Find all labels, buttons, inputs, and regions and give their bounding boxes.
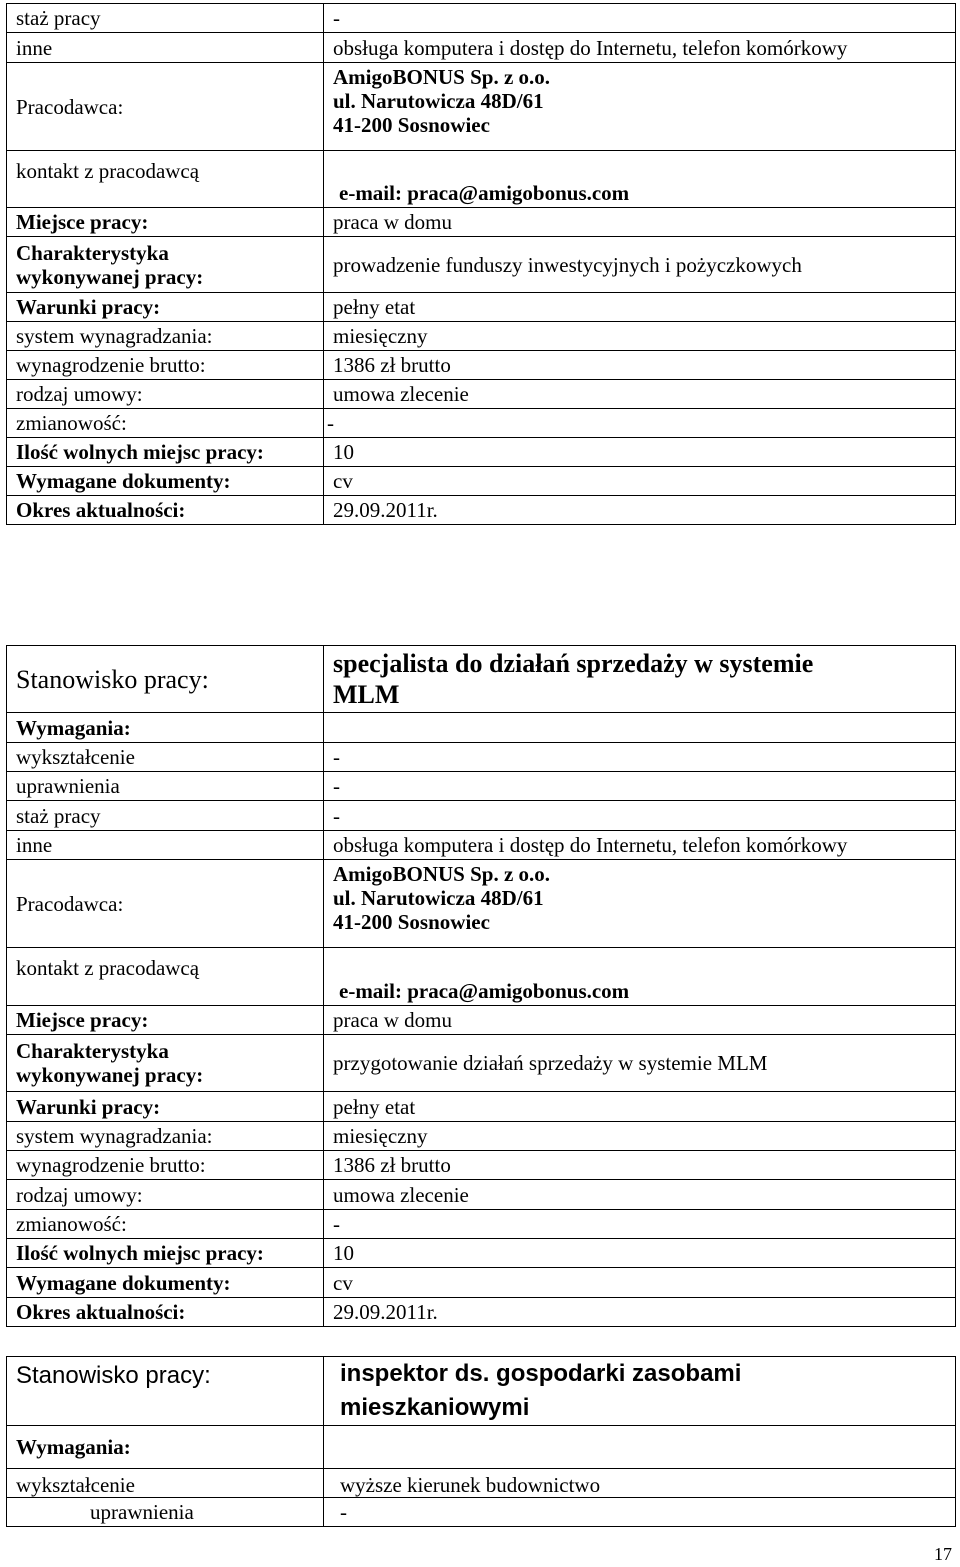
pracodawca-label: Pracodawca: (7, 860, 324, 948)
job-offer-3 (6, 1356, 956, 1527)
employer-street: ul. Narutowicza 48D/61 (333, 89, 544, 113)
uprawnienia-label: uprawnienia (7, 1498, 324, 1527)
staz-label: staż pracy (7, 4, 324, 33)
uprawnienia-value: - (324, 772, 956, 801)
zmianowosc-label: zmianowość: - (7, 409, 324, 438)
employer-address (324, 63, 956, 151)
uprawnienia-label: uprawnienia (7, 772, 324, 801)
employer-name: AmigoBONUS Sp. z o.o. (333, 862, 551, 886)
miejsce-value: praca w domu (324, 1006, 956, 1035)
warunki-value: pełny etat (324, 1092, 956, 1122)
stanowisko-line1: inspektor ds. gospodarki zasobami (340, 1360, 742, 1387)
miejsce-label: Miejsce pracy: (7, 208, 324, 237)
wyksztalcenie-value: wyższe kierunek budownictwo (324, 1469, 956, 1498)
wyksztalcenie-value: - (324, 743, 956, 772)
charakterystyka-label-line2: wykonywanej pracy: (16, 1063, 204, 1087)
wymagania-value (324, 713, 956, 743)
page-number: 17 (934, 1544, 952, 1564)
dokumenty-label: Wymagane dokumenty: (7, 467, 324, 496)
kontakt-label: kontakt z pracodawcą (7, 948, 324, 1006)
wynagrodzenie-value: 1386 zł brutto (324, 1151, 956, 1180)
system-label: system wynagradzania: (7, 322, 324, 351)
stanowisko-value (324, 646, 956, 713)
contact-email (324, 151, 956, 208)
warunki-label: Warunki pracy: (7, 1092, 324, 1122)
rodzaj-value: umowa zlecenie (324, 380, 956, 409)
system-value: miesięczny (324, 322, 956, 351)
zmianowosc-label-text: zmianowość: (16, 411, 127, 435)
zmianowosc-label: zmianowość: (7, 1210, 324, 1239)
job-offer-1-table (6, 3, 956, 525)
zmianowosc-value: - (324, 1210, 956, 1239)
wyksztalcenie-label: wykształcenie (7, 743, 324, 772)
dokumenty-label: Wymagane dokumenty: (7, 1268, 324, 1298)
staz-label: staż pracy (7, 801, 324, 831)
dokumenty-value: cv (324, 467, 956, 496)
charakterystyka-value: prowadzenie funduszy inwestycyjnych i pożyczkowych (324, 237, 956, 293)
job-offer-3-table (6, 1356, 956, 1527)
contact-email (324, 948, 956, 1006)
wyksztalcenie-label: wykształcenie (7, 1469, 324, 1498)
staz-value: - (324, 801, 956, 831)
employer-name: AmigoBONUS Sp. z o.o. (333, 65, 551, 89)
wynagrodzenie-value: 1386 zł brutto (324, 351, 956, 380)
charakterystyka-value: przygotowanie działań sprzedaży w systemie MLM (324, 1035, 956, 1092)
staz-value: - (324, 4, 956, 33)
miejsce-value: praca w domu (324, 208, 956, 237)
email-text: e-mail: praca@amigobonus.com (339, 979, 630, 1003)
charakterystyka-label-line1: Charakterystyka (16, 240, 169, 265)
okres-value: 29.09.2011r. (324, 496, 956, 525)
wynagrodzenie-label: wynagrodzenie brutto: (7, 1151, 324, 1180)
inne-label: inne (7, 33, 324, 63)
employer-city: 41-200 Sosnowiec (333, 910, 490, 934)
employer-street: ul. Narutowicza 48D/61 (333, 886, 544, 910)
job-offer-1 (6, 3, 956, 525)
email-text: e-mail: praca@amigobonus.com (339, 181, 630, 205)
job-offer-2 (6, 645, 956, 1327)
inne-value: obsługa komputera i dostęp do Internetu, telefon komórkowy (324, 831, 956, 860)
okres-label: Okres aktualności: (7, 496, 324, 525)
warunki-label: Warunki pracy: (7, 293, 324, 322)
stanowisko-label: Stanowisko pracy: (7, 646, 324, 713)
ilosc-label: Ilość wolnych miejsc pracy: (7, 1239, 324, 1268)
stanowisko-line2: mieszkaniowymi (340, 1394, 530, 1421)
ilosc-value: 10 (324, 1239, 956, 1268)
stanowisko-line2: MLM (333, 680, 400, 709)
job-offer-2-table (6, 645, 956, 1327)
rodzaj-label: rodzaj umowy: (7, 1180, 324, 1210)
uprawnienia-value: - (324, 1498, 956, 1527)
inne-label: inne (7, 831, 324, 860)
stanowisko-line1: specjalista do działań sprzedaży w systemie (333, 649, 814, 678)
warunki-value: pełny etat (324, 293, 956, 322)
miejsce-label: Miejsce pracy: (7, 1006, 324, 1035)
wymagania-value (324, 1426, 956, 1469)
wynagrodzenie-label: wynagrodzenie brutto: (7, 351, 324, 380)
stanowisko-value (324, 1357, 956, 1426)
charakterystyka-label (7, 237, 324, 293)
wymagania-label: Wymagania: (7, 713, 324, 743)
stanowisko-label: Stanowisko pracy: (7, 1357, 324, 1426)
okres-label: Okres aktualności: (7, 1298, 324, 1327)
employer-address (324, 860, 956, 948)
system-label: system wynagradzania: (7, 1122, 324, 1151)
system-value: miesięczny (324, 1122, 956, 1151)
kontakt-label: kontakt z pracodawcą (7, 151, 324, 208)
ilosc-label: Ilość wolnych miejsc pracy: (7, 438, 324, 467)
zmianowosc-empty (324, 409, 956, 438)
rodzaj-value: umowa zlecenie (324, 1180, 956, 1210)
pracodawca-label: Pracodawca: (7, 63, 324, 151)
charakterystyka-label (7, 1035, 324, 1092)
inne-value: obsługa komputera i dostęp do Internetu, telefon komórkowy (324, 33, 956, 63)
charakterystyka-label-line1: Charakterystyka (16, 1039, 169, 1063)
employer-city: 41-200 Sosnowiec (333, 113, 490, 137)
okres-value: 29.09.2011r. (324, 1298, 956, 1327)
ilosc-value: 10 (324, 438, 956, 467)
dokumenty-value: cv (324, 1268, 956, 1298)
rodzaj-label: rodzaj umowy: (7, 380, 324, 409)
wymagania-label: Wymagania: (7, 1426, 324, 1469)
charakterystyka-label-line2: wykonywanej pracy: (16, 264, 204, 289)
